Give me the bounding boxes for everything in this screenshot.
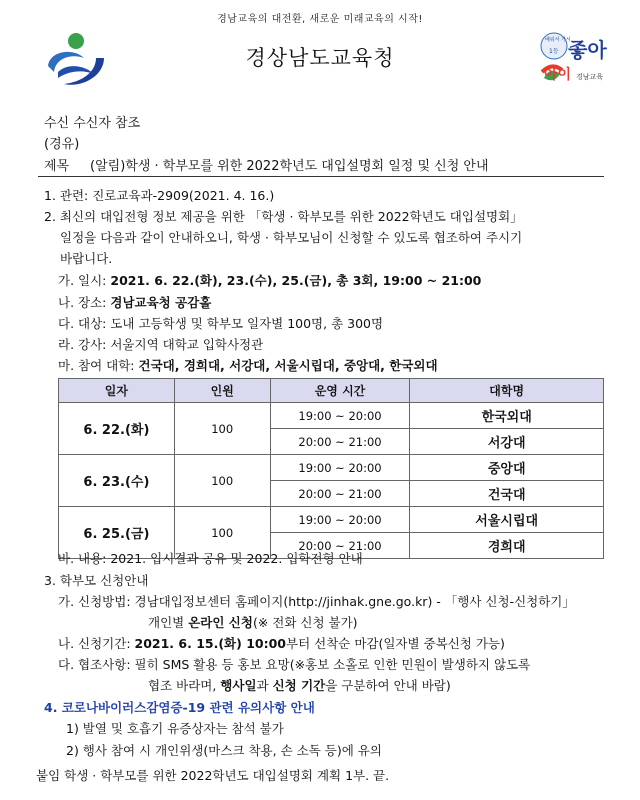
header-count: 인원	[174, 379, 270, 403]
parents-ga-line-2	[148, 613, 358, 631]
covid-title: 4. 코로나바이러스감염증-19 관련 유의사항 안내	[44, 700, 315, 715]
logo-line2: 1등	[549, 48, 559, 55]
parents-title: 3. 학부모 신청안내	[44, 573, 149, 588]
item-ga-value: 2021. 6. 22.(화), 23.(수), 25.(금), 총 3회, 19:00 ~ 21:00	[110, 273, 482, 288]
logo-line1: 배워서 가서	[545, 37, 571, 43]
parents-na-date: 2021. 6. 15.(화) 10:00	[134, 636, 286, 651]
item-na	[58, 293, 211, 311]
item-na-value: 경남교육청 공감홀	[110, 295, 212, 310]
count-cell: 100	[174, 403, 270, 455]
header-date: 일자	[59, 379, 175, 403]
item-ba: 바. 내용: 2021. 입시결과 공유 및 2022. 입학전형 안내	[58, 551, 363, 566]
table-row	[59, 455, 604, 481]
item-2-line-2: 일정을 다음과 같이 안내하오니, 학생 · 학부모님이 신청할 수 있도록 협조하여 주시기	[60, 230, 523, 245]
logo-big-text: 좋아	[568, 38, 607, 62]
header-university: 대학명	[410, 379, 604, 403]
date-cell: 6. 22.(화)	[59, 403, 175, 455]
subject: (알림)학생 · 학부모를 위한 2022학년도 대입설명회 일정 및 신청 안내	[90, 159, 489, 174]
item-ma	[58, 356, 438, 374]
via: (경유)	[44, 137, 80, 152]
count-cell: 100	[174, 507, 270, 559]
parents-da-event-day: 행사일	[220, 678, 257, 693]
item-ma-label: 마. 참여 대학:	[58, 358, 135, 373]
parents-ga-online: 온라인 신청	[188, 615, 253, 630]
parents-ga-prefix: 개인별	[148, 615, 189, 630]
slogan-logo	[538, 28, 608, 90]
parents-da-line-2	[148, 676, 451, 694]
time-cell: 19:00 ~ 20:00	[270, 455, 410, 481]
date-cell: 6. 23.(수)	[59, 455, 175, 507]
covid-item-2: 2) 행사 참여 시 개인위생(마스크 착용, 손 소독 등)에 유의	[66, 743, 382, 758]
item-na-label: 나. 장소:	[58, 295, 107, 310]
item-2-line-1: 2. 최신의 대입전형 정보 제공을 위한 「학생 · 학부모를 위한 2022학년도 대입설명회」	[44, 209, 523, 224]
attachment: 붙임 학생 · 학부모를 위한 2022학년도 대입설명회 계획 1부. 끝.	[36, 768, 390, 783]
item-ra: 라. 강사: 서울지역 대학교 입학사정관	[58, 337, 264, 352]
header-divider	[38, 176, 604, 177]
parents-da-line-1: 다. 협조사항: 필히 SMS 활용 등 홍보 요망(※홍보 소홀로 인한 민원이 발생하지 않도록	[58, 657, 531, 672]
logo-small-text: 아이	[544, 67, 572, 83]
count-cell: 100	[174, 455, 270, 507]
parents-ga-note: (※ 전화 신청 불가)	[252, 615, 358, 630]
table-row	[59, 403, 604, 429]
time-cell: 20:00 ~ 21:00	[270, 481, 410, 507]
logo-caption: 경남교육	[576, 73, 604, 81]
parents-na-label: 나. 신청기간:	[58, 636, 135, 651]
parents-na-rest: 부터 선착순 마감(일자별 중복신청 가능)	[286, 636, 505, 651]
covid-item-1: 1) 발열 및 호흡기 유증상자는 참석 불가	[66, 721, 284, 736]
item-ma-value: 건국대, 경희대, 서강대, 서울시립대, 중앙대, 한국외대	[138, 358, 438, 373]
university-cell: 한국외대	[410, 403, 604, 429]
item-1: 1. 관련: 진로교육과-2909(2021. 4. 16.)	[44, 188, 275, 203]
schedule-table	[58, 378, 604, 559]
parents-da-c: 과	[256, 678, 273, 693]
time-cell: 19:00 ~ 20:00	[270, 403, 410, 429]
university-cell: 서강대	[410, 429, 604, 455]
item-ga-label: 가. 일시:	[58, 273, 107, 288]
time-cell: 20:00 ~ 21:00	[270, 429, 410, 455]
time-cell: 19:00 ~ 20:00	[270, 507, 410, 533]
recipient: 수신 수신자 참조	[44, 116, 141, 131]
table-header-row	[59, 379, 604, 403]
university-cell: 경희대	[410, 533, 604, 559]
time-cell: 20:00 ~ 21:00	[270, 533, 410, 559]
subject-label: 제목	[44, 159, 70, 174]
item-ga	[58, 271, 481, 289]
date-cell: 6. 25.(금)	[59, 507, 175, 559]
university-cell: 건국대	[410, 481, 604, 507]
org-name: 경상남도교육청	[245, 46, 395, 70]
university-cell: 서울시립대	[410, 507, 604, 533]
parents-ga-line-1: 가. 신청방법: 경남대입정보센터 홈페이지(http://jinhak.gne.go.kr) - 「행사 신청-신청하기」	[58, 594, 575, 609]
parents-na	[58, 634, 505, 652]
item-da: 다. 대상: 도내 고등학생 및 학부모 일자별 100명, 총 300명	[58, 316, 384, 331]
table-row	[59, 507, 604, 533]
header-time: 운영 시간	[270, 379, 410, 403]
university-cell: 중앙대	[410, 455, 604, 481]
parents-da-e: 을 구분하여 안내 바람)	[325, 678, 451, 693]
item-2-line-3: 바랍니다.	[60, 251, 113, 266]
slogan: 경남교육의 대전환, 새로운 미래교육의 시작!	[217, 14, 423, 25]
parents-da-period: 신청 기간	[272, 678, 326, 693]
parents-da-a: 협조 바라며,	[148, 678, 221, 693]
